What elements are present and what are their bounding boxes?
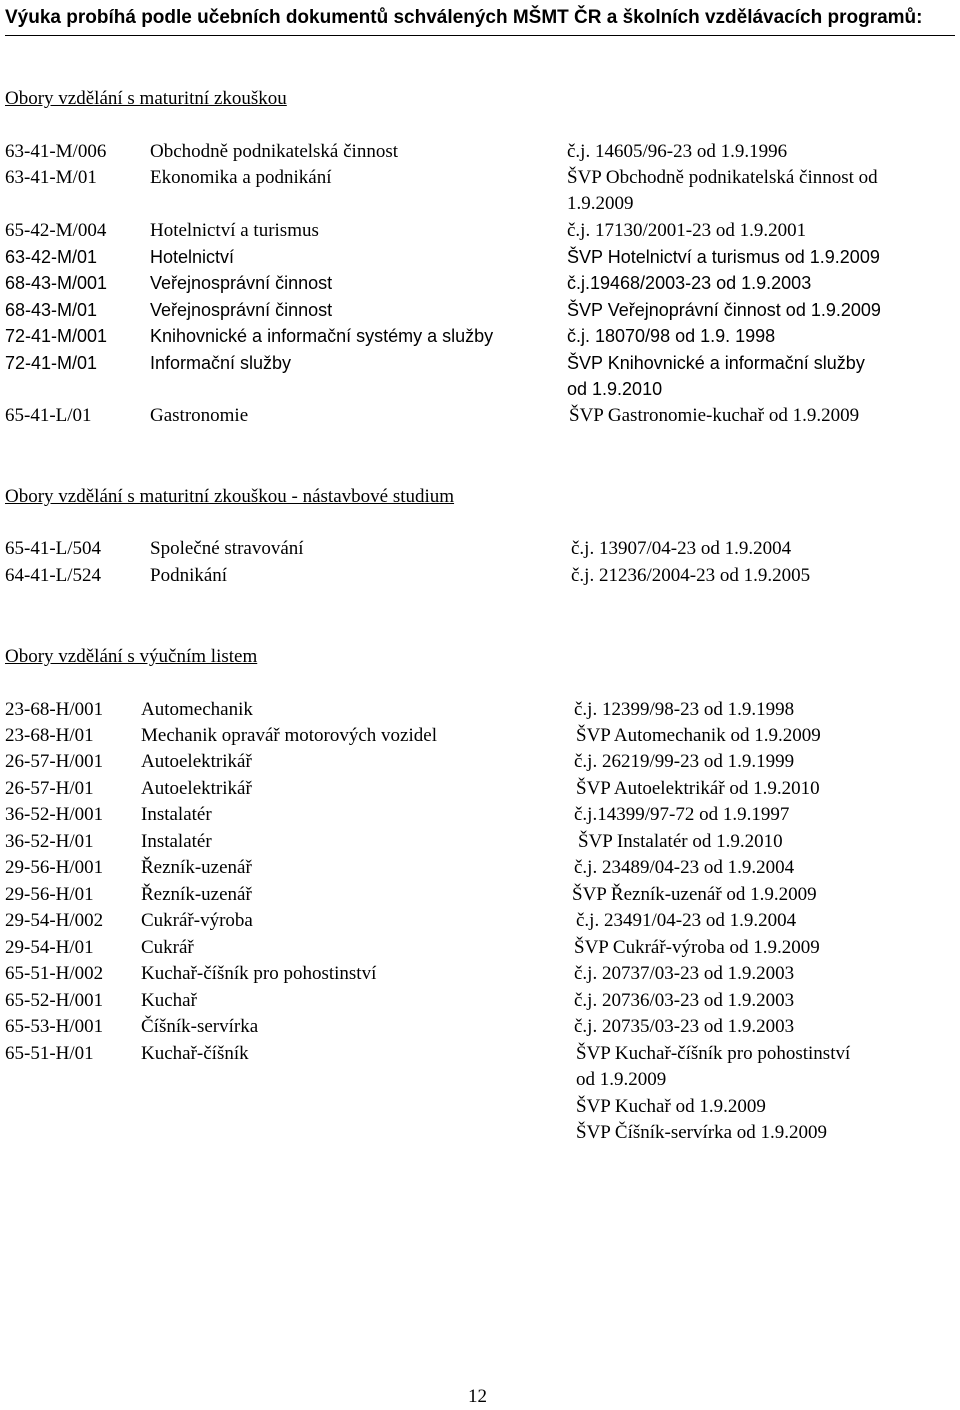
- field-code: 68-43-M/01: [5, 300, 98, 320]
- field-ref: ŠVP Kuchař-číšník pro pohostinství: [576, 1043, 851, 1064]
- table-row: [0, 323, 960, 349]
- field-name: Cukrář-výroba: [141, 910, 253, 931]
- field-ref: č.j. 12399/98-23 od 1.9.1998: [574, 699, 795, 720]
- field-code: 26-57-H/01: [5, 778, 94, 799]
- field-ref: č.j. 23489/04-23 od 1.9.2004: [574, 857, 795, 878]
- section-heading-vyucni-list: Obory vzdělání s výučním listem: [5, 646, 258, 667]
- table-row: [0, 855, 960, 881]
- field-code: 72-41-M/01: [5, 353, 98, 373]
- field-name: Instalatér: [141, 831, 212, 852]
- field-ref-continuation: od 1.9.2009: [576, 1069, 667, 1090]
- field-name: Společné stravování: [150, 538, 304, 559]
- field-name: Hotelnictví: [150, 247, 235, 267]
- table-row: [0, 350, 960, 376]
- table-row: [0, 882, 960, 908]
- table-row-continuation: [0, 1067, 960, 1093]
- field-name: Gastronomie: [150, 405, 249, 426]
- field-name: Automechanik: [141, 699, 253, 720]
- table-row-continuation: [0, 376, 960, 402]
- field-name: Informační služby: [150, 353, 292, 373]
- field-code: 63-41-M/006: [5, 141, 107, 162]
- table-row: [0, 536, 960, 562]
- table-row: [0, 935, 960, 961]
- field-code: 63-42-M/01: [5, 247, 98, 267]
- field-ref-continuation: ŠVP Číšník-servírka od 1.9.2009: [576, 1122, 828, 1143]
- field-code: 72-41-M/001: [5, 326, 108, 346]
- field-ref: ŠVP Gastronomie-kuchař od 1.9.2009: [569, 405, 860, 426]
- field-ref: č.j. 26219/99-23 od 1.9.1999: [574, 751, 795, 772]
- table-row: [0, 403, 960, 429]
- field-code: 36-52-H/01: [5, 831, 94, 852]
- table-row: [0, 139, 960, 165]
- table-row-continuation: [0, 191, 960, 217]
- table-row: [0, 749, 960, 775]
- field-ref: ŠVP Veřejnoprávní činnost od 1.9.2009: [567, 300, 881, 320]
- field-ref: ŠVP Hotelnictví a turismus od 1.9.2009: [567, 247, 880, 267]
- table-row: [0, 270, 960, 296]
- table-row: [0, 776, 960, 802]
- page-title: Výuka probíhá podle učebních dokumentů schválených MŠMT ČR a školních vzdělávacích programů:: [5, 5, 955, 36]
- field-code: 64-41-L/524: [5, 565, 102, 586]
- field-name: Hotelnictví a turismus: [150, 220, 319, 241]
- field-code: 65-51-H/002: [5, 963, 104, 984]
- field-ref-continuation: od 1.9.2010: [567, 379, 663, 399]
- field-name: Veřejnosprávní činnost: [150, 273, 333, 293]
- field-name: Ekonomika a podnikání: [150, 167, 332, 188]
- field-ref: ŠVP Řezník-uzenář od 1.9.2009: [572, 884, 817, 905]
- table-row: [0, 563, 960, 589]
- field-ref: č.j.19468/2003-23 od 1.9.2003: [567, 273, 812, 293]
- field-code: 23-68-H/001: [5, 699, 104, 720]
- table-row: [0, 1014, 960, 1040]
- page-number: 12: [468, 1386, 487, 1407]
- table-row: [0, 723, 960, 749]
- field-ref: č.j. 13907/04-23 od 1.9.2004: [571, 538, 792, 559]
- field-ref: č.j. 23491/04-23 od 1.9.2004: [576, 910, 797, 931]
- field-code: 29-56-H/001: [5, 857, 104, 878]
- field-name: Řezník-uzenář: [141, 884, 252, 905]
- field-name: Veřejnosprávní činnost: [150, 300, 333, 320]
- field-name: Cukrář: [141, 937, 194, 958]
- field-ref-continuation: ŠVP Kuchař od 1.9.2009: [576, 1096, 766, 1117]
- field-code: 29-54-H/01: [5, 937, 94, 958]
- table-row: [0, 218, 960, 244]
- field-code: 65-41-L/504: [5, 538, 102, 559]
- field-name: Kuchař-číšník: [141, 1043, 249, 1064]
- field-ref: č.j. 17130/2001-23 od 1.9.2001: [567, 220, 807, 241]
- table-row: [0, 802, 960, 828]
- field-ref-continuation: 1.9.2009: [567, 193, 634, 214]
- field-name: Řezník-uzenář: [141, 857, 252, 878]
- field-name: Kuchař-číšník pro pohostinství: [141, 963, 377, 984]
- field-code: 26-57-H/001: [5, 751, 104, 772]
- field-code: 65-51-H/01: [5, 1043, 94, 1064]
- field-name: Mechanik opravář motorových vozidel: [141, 725, 437, 746]
- table-row: [0, 988, 960, 1014]
- field-ref: č.j. 20736/03-23 od 1.9.2003: [574, 990, 795, 1011]
- field-name: Číšník-servírka: [141, 1016, 259, 1037]
- field-name: Knihovnické a informační systémy a služby: [150, 326, 494, 346]
- field-ref: č.j. 20737/03-23 od 1.9.2003: [574, 963, 795, 984]
- table-row: [0, 697, 960, 723]
- field-code: 23-68-H/01: [5, 725, 94, 746]
- table-row-continuation: [0, 1094, 960, 1120]
- field-code: 63-41-M/01: [5, 167, 97, 188]
- field-ref: č.j.14399/97-72 od 1.9.1997: [574, 804, 790, 825]
- field-ref: č.j. 21236/2004-23 od 1.9.2005: [571, 565, 811, 586]
- field-code: 65-53-H/001: [5, 1016, 104, 1037]
- field-name: Kuchař: [141, 990, 197, 1011]
- field-code: 65-41-L/01: [5, 405, 92, 426]
- section-heading-nastavba: Obory vzdělání s maturitní zkouškou - nástavbové studium: [5, 486, 455, 507]
- table-row: [0, 961, 960, 987]
- field-ref: ŠVP Instalatér od 1.9.2010: [578, 831, 783, 852]
- field-code: 65-42-M/004: [5, 220, 107, 241]
- field-name: Instalatér: [141, 804, 212, 825]
- field-name: Autoelektrikář: [141, 778, 252, 799]
- table-row: [0, 908, 960, 934]
- field-code: 36-52-H/001: [5, 804, 104, 825]
- field-ref: ŠVP Obchodně podnikatelská činnost od: [567, 167, 878, 188]
- field-ref: ŠVP Autoelektrikář od 1.9.2010: [576, 778, 820, 799]
- table-row: [0, 297, 960, 323]
- field-code: 29-54-H/002: [5, 910, 104, 931]
- table-row: [0, 244, 960, 270]
- table-row: [0, 1041, 960, 1067]
- field-ref: ŠVP Automechanik od 1.9.2009: [576, 725, 821, 746]
- field-ref: ŠVP Cukrář-výroba od 1.9.2009: [574, 937, 820, 958]
- field-name: Podnikání: [150, 565, 228, 586]
- section-heading-maturita: Obory vzdělání s maturitní zkouškou: [5, 88, 287, 109]
- field-code: 68-43-M/001: [5, 273, 108, 293]
- field-ref: č.j. 14605/96-23 od 1.9.1996: [567, 141, 788, 162]
- field-code: 29-56-H/01: [5, 884, 94, 905]
- field-ref: ŠVP Knihovnické a informační služby: [567, 353, 865, 373]
- table-row: [0, 829, 960, 855]
- table-row-continuation: [0, 1120, 960, 1146]
- field-ref: č.j. 18070/98 od 1.9. 1998: [567, 326, 776, 346]
- field-name: Autoelektrikář: [141, 751, 252, 772]
- field-code: 65-52-H/001: [5, 990, 104, 1011]
- table-row: [0, 165, 960, 191]
- field-name: Obchodně podnikatelská činnost: [150, 141, 399, 162]
- field-ref: č.j. 20735/03-23 od 1.9.2003: [574, 1016, 795, 1037]
